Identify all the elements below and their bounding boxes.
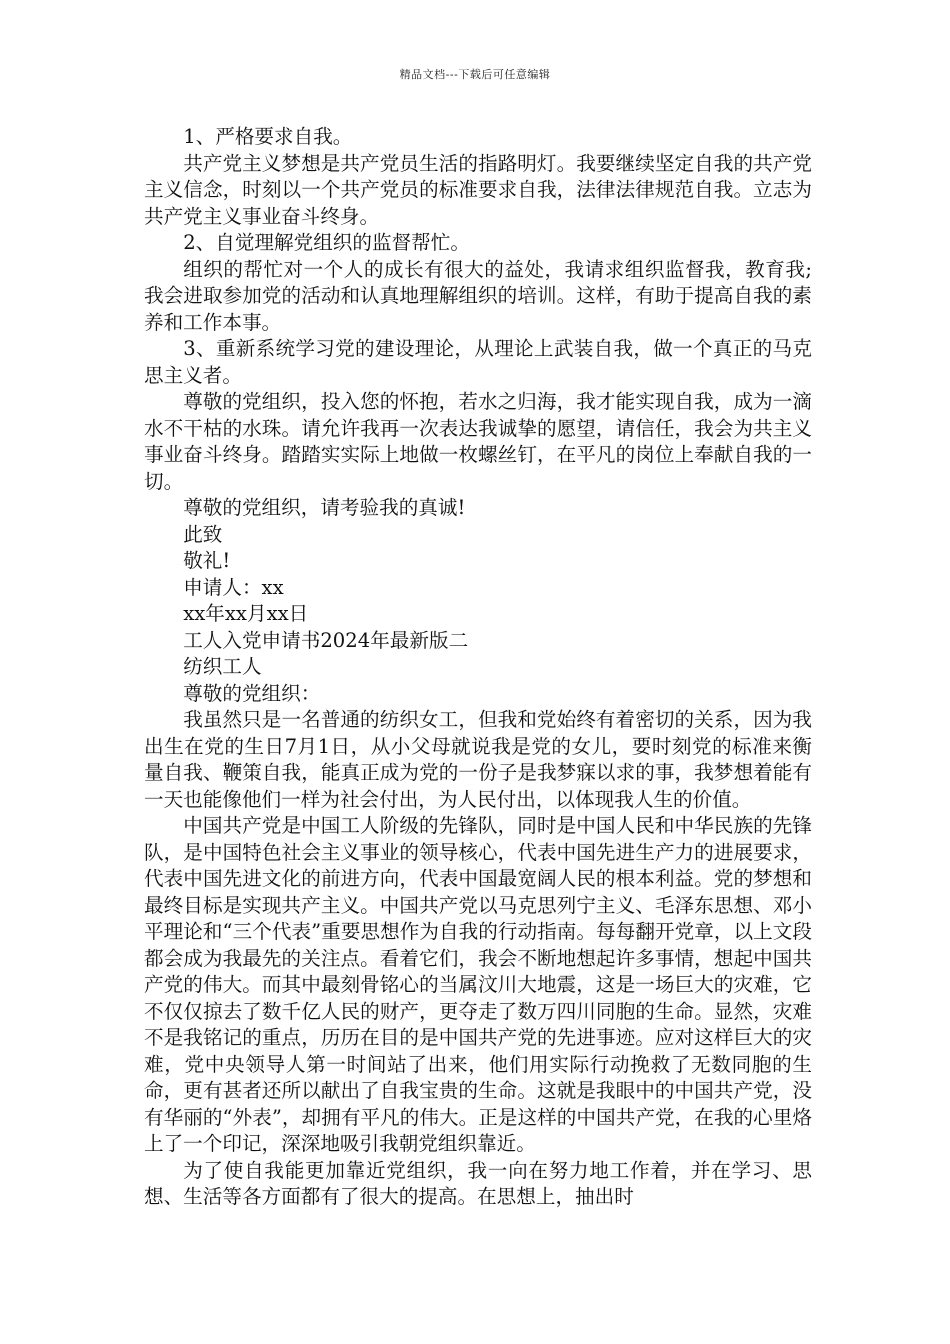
paragraph: 为了使自我能更加靠近党组织，我一向在努力地工作着，并在学习、思想、生活等各方面都有了很大的提高。在思想上，抽出时 [144, 1158, 812, 1208]
document-body [144, 124, 812, 1211]
section-heading: 2、自觉理解党组织的监督帮忙。 [183, 231, 470, 254]
paragraph: 组织的帮忙对一个人的成长有很大的益处，我请求组织监督我，教育我;我会进取参加党的活动和认真地理解组织的培训。这样，有助于提高自我的素养和工作本事。 [144, 257, 812, 334]
page-header: 精品文档---下载后可任意编辑 [399, 68, 551, 81]
paragraph: 3、重新系统学习党的建设理论，从理论上武装自我，做一个真正的马克思主义者。 [144, 337, 812, 387]
salutation: 尊敬的党组织： [183, 681, 321, 705]
paragraph: 共产党主义梦想是共产党员生活的指路明灯。我要继续坚定自我的共产党主义信念，时刻以一个共产党员的标准要求自我，法律法律规范自我。立志为共产党主义事业奋斗终身。 [144, 151, 812, 228]
closing-line: 敬礼! [183, 549, 231, 572]
closing-line: 此致 [183, 522, 223, 546]
paragraph: 尊敬的党组织，请考验我的真诚! [183, 496, 466, 519]
date-line: xx年xx月xx日 [183, 602, 309, 625]
document-title: 工人入党申请书2024年最新版二 [183, 628, 469, 652]
applicant-line: 申请人：xx [183, 575, 284, 599]
paragraph: 我虽然只是一名普通的纺织女工，但我和党始终有着密切的关系，因为我出生在党的生日7月1日，从小父母就说我是党的女儿，要时刻党的标准来衡量自我、鞭策自我，能真正成为党的一份子是我梦寐以求的事，我梦想着能有一天也能像他们一样为社会付出，为人民付出，以体现我人生的价值。 [144, 708, 812, 811]
document-subtitle: 纺织工人 [183, 655, 262, 678]
section-heading: 1、严格要求自我。 [183, 125, 353, 148]
paragraph: 中国共产党是中国工人阶级的先锋队，同时是中国人民和中华民族的先锋队，是中国特色社会主义事业的领导核心，代表中国先进生产力的进展要求，代表中国先进文化的前进方向，代表中国最宽阔人民的根本利益。党的梦想和最终目标是实现共产主义。中国共产党以马克思列宁主义、毛泽东思想、邓小平理论和“三个代表”重要思想作为自我的行动指南。每每翻开党章，以上文段都会成为我最先的关注点。看着它们，我会不断地想起许多事情，想起中国共产党的伟大。而其中最刻骨铭心的当属汶川大地震，这是一场巨大的灾难，它不仅仅掠去了数千亿人民的财产，更夺走了数万四川同胞的生命。显然，灾难不是我铭记的重点，历历在目的是中国共产党的先进事迹。应对这样巨大的灾难，党中央领导人第一时间站了出来，他们用实际行动挽救了无数同胞的生命，更有甚者还所以献出了自我宝贵的生命。这就是我眼中的中国共产党，没有华丽的“外表”，却拥有平凡的伟大。正是这样的中国共产党，在我的心里烙上了一个印记，深深地吸引我朝党组织靠近。 [144, 814, 812, 1155]
paragraph: 尊敬的党组织，投入您的怀抱，若水之归海，我才能实现自我，成为一滴水不干枯的水珠。请允许我再一次表达我诚挚的愿望，请信任，我会为共主义事业奋斗终身。踏踏实实际上地做一枚螺丝钉，在平凡的岗位上奉献自我的一切。 [144, 390, 812, 493]
